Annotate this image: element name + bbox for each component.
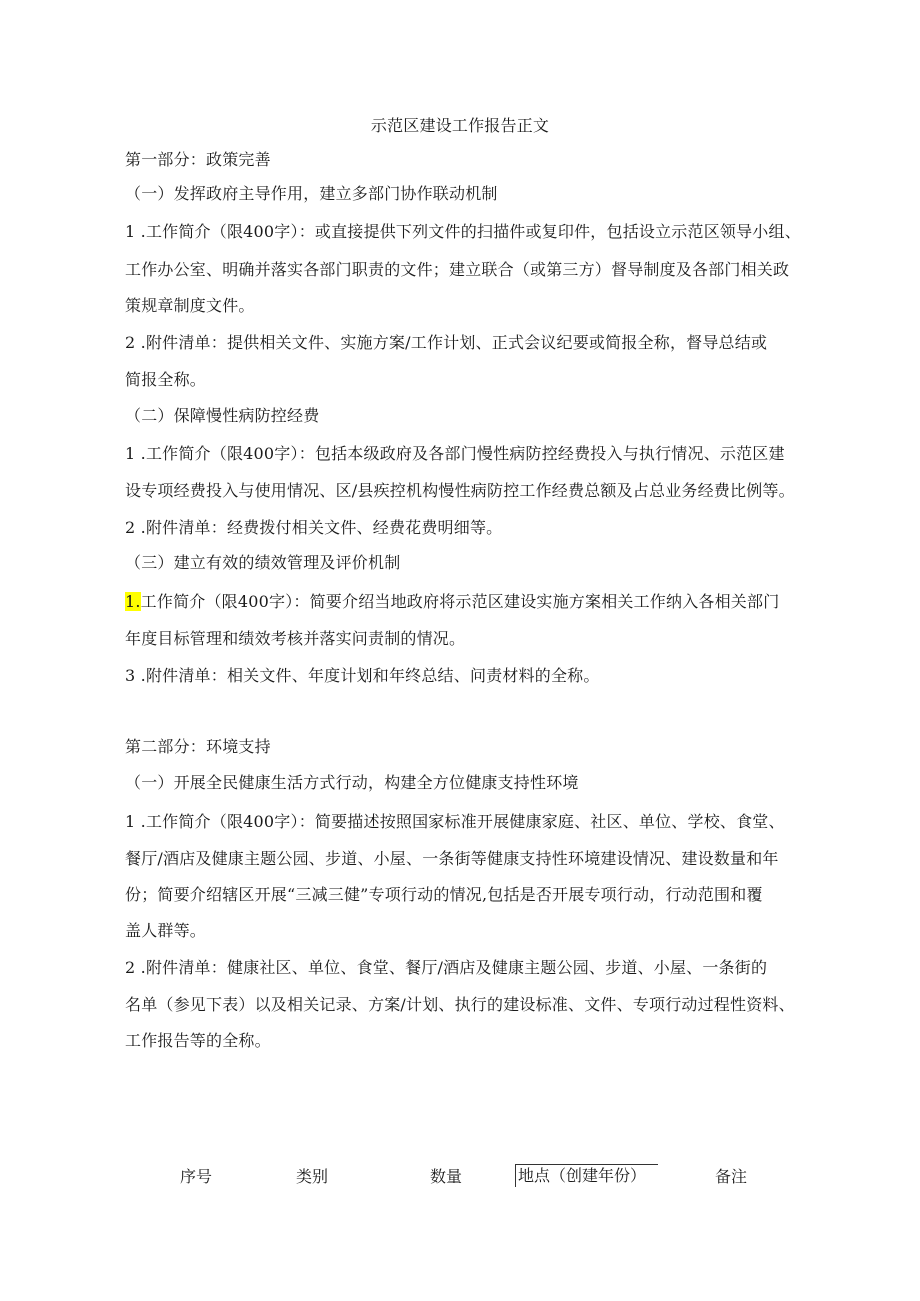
document-title: 示范区建设工作报告正文	[370, 116, 550, 135]
part2-section1-item1-line3: 份；简要介绍辖区开展“三减三健”专项行动的情况,包括是否开展专项行动，行动范围和覆	[125, 885, 763, 904]
part1-section3-item1-line2: 年度目标管理和绩效考核并落实问责制的情况。	[125, 629, 466, 648]
table-header-location-year: 地点（创建年份）	[515, 1164, 658, 1187]
highlighted-list-number: 1.	[125, 592, 141, 611]
part1-section3-item1-line1	[125, 592, 779, 612]
part2-section1-item1-line4: 盖人群等。	[125, 921, 207, 940]
part1-section3-item1-text: 工作简介（限400字）：简要介绍当地政府将示范区建设实施方案相关工作纳入各相关部门	[140, 592, 780, 611]
part1-section2-item1-line2: 设专项经费投入与使用情况、区/县疾控机构慢性病防控工作经费总额及占总业务经费比例等。	[125, 481, 795, 500]
part1-section1-item1-line3: 策规章制度文件。	[125, 296, 255, 315]
part2-section1-item1-line2: 餐厅/酒店及健康主题公园、步道、小屋、一条街等健康支持性环境建设情况、建设数量和年	[125, 849, 779, 868]
part1-section3-heading: （三）建立有效的绩效管理及评价机制	[125, 553, 401, 572]
part1-heading: 第一部分：政策完善	[125, 150, 271, 169]
part1-section1-item2-line2: 简报全称。	[125, 370, 207, 389]
part2-section1-item1-line1: 1 .工作简介（限400字）：简要描述按照国家标准开展健康家庭、社区、单位、学校、食堂、	[125, 812, 785, 831]
part1-section2-heading: （二）保障慢性病防控经费	[125, 406, 320, 425]
facility-table-header	[0, 1164, 920, 1192]
table-header-index: 序号	[180, 1167, 213, 1186]
part2-section1-item2-line2: 名单（参见下表）以及相关记录、方案/计划、执行的建设标准、文件、专项行动过程性资料、	[125, 995, 795, 1014]
part1-section1-item1-line2: 工作办公室、明确并落实各部门职责的文件；建立联合（或第三方）督导制度及各部门相关政	[125, 260, 790, 279]
part1-section1-item2-line1: 2 .附件清单：提供相关文件、实施方案/工作计划、正式会议纪要或简报全称，督导总结或	[125, 333, 768, 352]
part2-section1-item2-line3: 工作报告等的全称。	[125, 1031, 271, 1050]
part2-section1-heading: （一）开展全民健康生活方式行动，构建全方位健康支持性环境	[125, 773, 579, 792]
part2-heading: 第二部分：环境支持	[125, 737, 271, 756]
part1-section2-item2: 2 .附件清单：经费拨付相关文件、经费花费明细等。	[125, 518, 503, 537]
part1-section3-item3: 3 .附件清单：相关文件、年度计划和年终总结、问责材料的全称。	[125, 666, 600, 685]
part1-section1-item1-line1: 1 .工作简介（限400字）：或直接提供下列文件的扫描件或复印件，包括设立示范区领导小组、	[125, 222, 801, 241]
part2-section1-item2-line1: 2 .附件清单：健康社区、单位、食堂、餐厅/酒店及健康主题公园、步道、小屋、一条街的	[125, 958, 768, 977]
part1-section1-heading: （一）发挥政府主导作用，建立多部门协作联动机制	[125, 184, 498, 203]
table-header-category: 类别	[296, 1167, 329, 1186]
table-header-remarks: 备注	[715, 1167, 748, 1186]
part1-section2-item1-line1: 1 .工作简介（限400字）：包括本级政府及各部门慢性病防控经费投入与执行情况、示范区建	[125, 444, 785, 463]
table-header-quantity: 数量	[430, 1167, 463, 1186]
